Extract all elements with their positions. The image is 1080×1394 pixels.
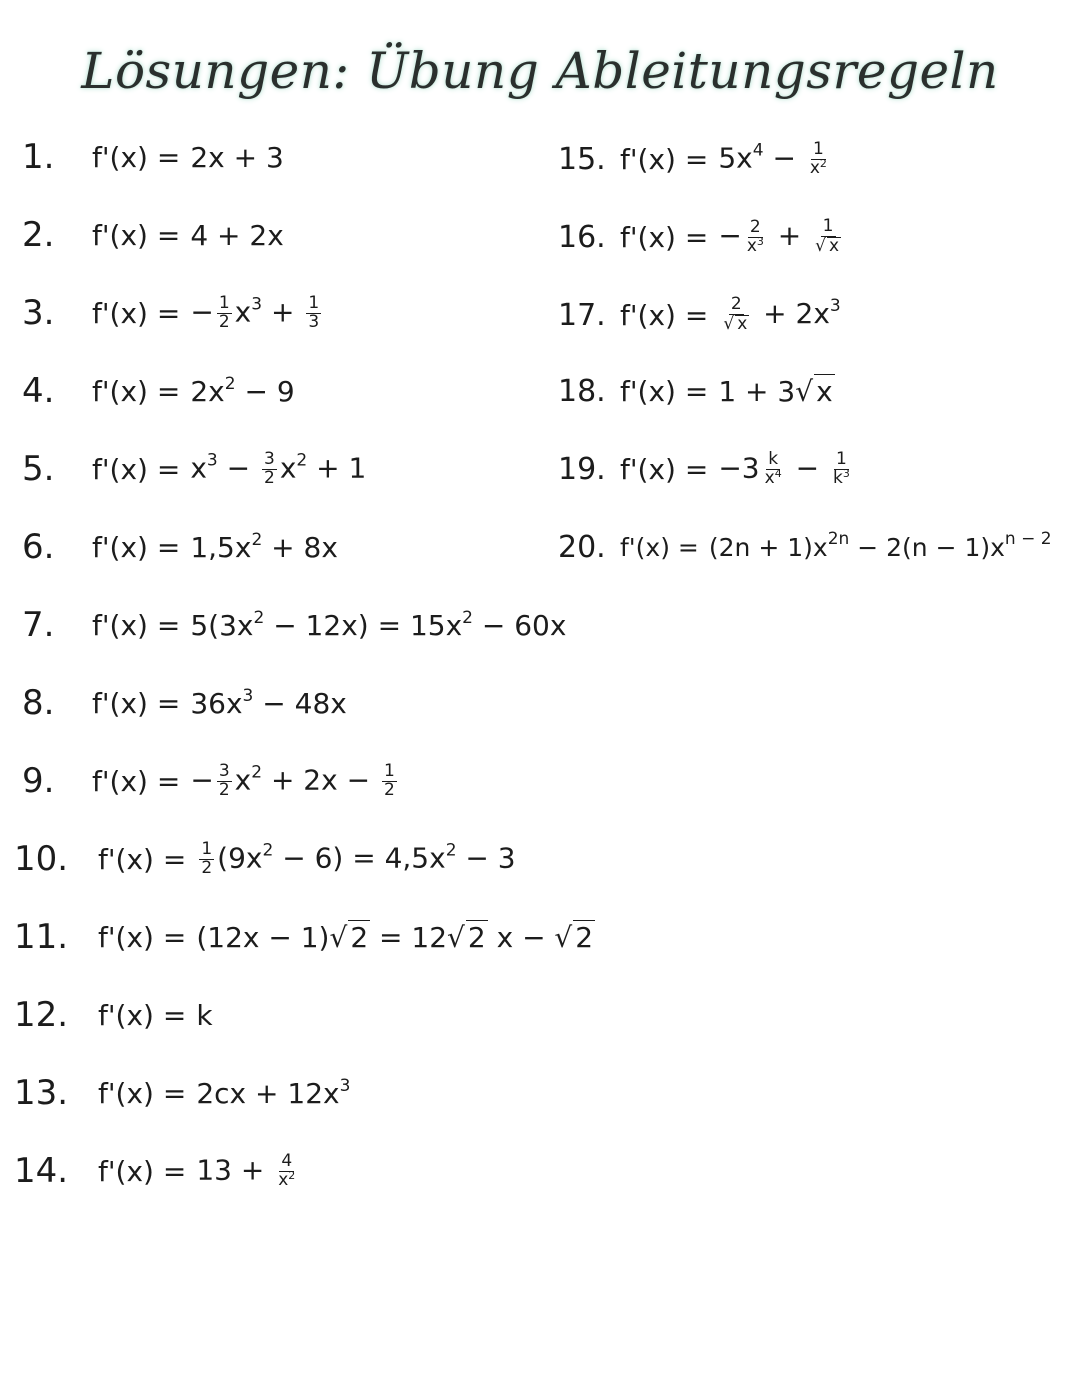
solution-expression: [92, 292, 324, 332]
solution-number: 14.: [14, 1151, 69, 1191]
solution-expression: [98, 838, 516, 878]
solution-rhs: $\frac{1}{2}$ $(9x^2 - 6) = 4,5x^2 - 3$: [201, 838, 516, 878]
solution-expression: [92, 375, 295, 408]
solution-number: 10.: [14, 839, 69, 879]
solution-expression: [620, 296, 841, 334]
solution-expression: [620, 448, 855, 488]
derivative-label: f'(x) =: [98, 1076, 187, 1110]
solution-9: [22, 756, 400, 806]
derivative-label: f'(x) =: [620, 142, 709, 176]
solution-rhs: $x^3$ − $\frac{3}{2}$ $x^2 + 1$: [190, 448, 367, 488]
solution-number: 17.: [558, 297, 606, 333]
solution-number: 20.: [558, 529, 606, 565]
solution-rhs: 2x + 3: [190, 140, 284, 174]
solution-number: 16.: [558, 219, 606, 255]
derivative-label: f'(x) =: [98, 842, 187, 876]
solution-4: [22, 366, 295, 416]
solution-expression: [92, 687, 347, 720]
solution-rhs: $2x^2 - 9$: [190, 373, 295, 408]
solution-7: [22, 600, 566, 650]
solution-rhs: − $\frac{3}{2}$ $x^2 + 2x$ − $\frac{1}{2}$: [190, 760, 395, 800]
solution-expression: [620, 528, 1052, 562]
solution-12: [14, 990, 213, 1040]
solution-number: 13.: [14, 1073, 69, 1113]
solution-number: 11.: [14, 917, 69, 957]
solution-number: 6.: [22, 527, 55, 567]
solution-2: [22, 210, 284, 260]
solution-rhs: −3 $\frac{k}{x^4}$ − $\frac{1}{k^3}$: [718, 448, 850, 488]
derivative-label: f'(x) =: [92, 218, 181, 252]
solution-11: [14, 912, 595, 962]
solution-rhs: $(2n + 1)x^{2n} - 2(n - 1)x^{n - 2}$: [708, 528, 1052, 562]
solution-13: [14, 1068, 350, 1118]
solution-19: [558, 444, 855, 494]
derivative-label: f'(x) =: [620, 452, 709, 486]
derivative-label: f'(x) =: [92, 296, 181, 330]
derivative-label: f'(x) =: [92, 452, 181, 486]
solution-number: 8.: [22, 683, 55, 723]
solution-number: 1.: [22, 137, 55, 177]
derivative-label: f'(x) =: [92, 608, 181, 642]
solution-rhs: 13 + $\frac{4}{x^2}$: [196, 1150, 296, 1190]
solution-expression: [92, 531, 338, 564]
solution-rhs: $36x^3 - 48x$: [190, 685, 347, 720]
solution-rhs: (12x − 1)√ 2 = 12√ 2 x − √ 2: [196, 921, 594, 954]
derivative-label: f'(x) =: [98, 998, 187, 1032]
solution-6: [22, 522, 338, 572]
solution-10: [14, 834, 516, 884]
solution-20: [558, 522, 1052, 572]
solution-expression: [620, 374, 835, 408]
solution-number: 4.: [22, 371, 55, 411]
solution-number: 3.: [22, 293, 55, 333]
solution-16: [558, 212, 846, 262]
solution-1: [22, 132, 284, 182]
solution-expression: [98, 999, 213, 1032]
solution-expression: [92, 219, 284, 252]
derivative-label: f'(x) =: [98, 920, 187, 954]
solution-rhs: 4 + 2x: [190, 218, 284, 252]
solution-15: [558, 134, 832, 184]
solution-number: 18.: [558, 373, 606, 409]
derivative-label: f'(x) =: [620, 374, 709, 408]
solution-number: 7.: [22, 605, 55, 645]
solution-expression: [92, 760, 400, 800]
solution-number: 9.: [22, 761, 55, 801]
solution-expression: [92, 141, 284, 174]
solution-rhs: $2cx + 12x^3$: [196, 1075, 351, 1110]
solution-3: [22, 288, 324, 338]
solution-expression: [620, 218, 846, 256]
solution-number: 5.: [22, 449, 55, 489]
solution-expression: [98, 1150, 300, 1190]
derivative-label: f'(x) =: [620, 220, 709, 254]
solution-expression: [92, 448, 367, 488]
solution-rhs: $1,5x^2 + 8x$: [190, 529, 338, 564]
solution-rhs: − $\frac{1}{2}$ $x^3$ + $\frac{1}{3}$: [190, 292, 320, 332]
solution-8: [22, 678, 347, 728]
solution-14: [14, 1146, 300, 1196]
derivative-label: f'(x) =: [620, 532, 699, 562]
page-title: Lösungen: Übung Ableitungsregeln: [81, 42, 999, 100]
solution-number: 19.: [558, 451, 606, 487]
solution-number: 15.: [558, 141, 606, 177]
solution-rhs: $\frac{2}{√ x}$ + $2x^3$: [723, 294, 841, 334]
derivative-label: f'(x) =: [98, 1154, 187, 1188]
solution-expression: [98, 1077, 350, 1110]
solution-rhs: $5x^4$ − $\frac{1}{x^2}$: [718, 138, 827, 178]
solution-5: [22, 444, 366, 494]
derivative-label: f'(x) =: [92, 530, 181, 564]
solution-expression: [98, 920, 595, 954]
solution-number: 12.: [14, 995, 69, 1035]
derivative-label: f'(x) =: [92, 374, 181, 408]
derivative-label: f'(x) =: [92, 764, 181, 798]
solution-rhs: − $\frac{2}{x^3}$ + $\frac{1}{√ x}$: [718, 216, 840, 256]
derivative-label: f'(x) =: [620, 298, 709, 332]
solution-18: [558, 366, 835, 416]
solution-rhs: $5(3x^2 - 12x) = 15x^2 - 60x$: [190, 607, 567, 642]
derivative-label: f'(x) =: [92, 140, 181, 174]
derivative-label: f'(x) =: [92, 686, 181, 720]
solution-rhs: k: [196, 998, 213, 1032]
solution-17: [558, 290, 841, 340]
solution-number: 2.: [22, 215, 55, 255]
solution-expression: [92, 609, 566, 642]
solution-rhs: 1 + 3√ x: [718, 375, 833, 408]
solution-expression: [620, 138, 832, 178]
